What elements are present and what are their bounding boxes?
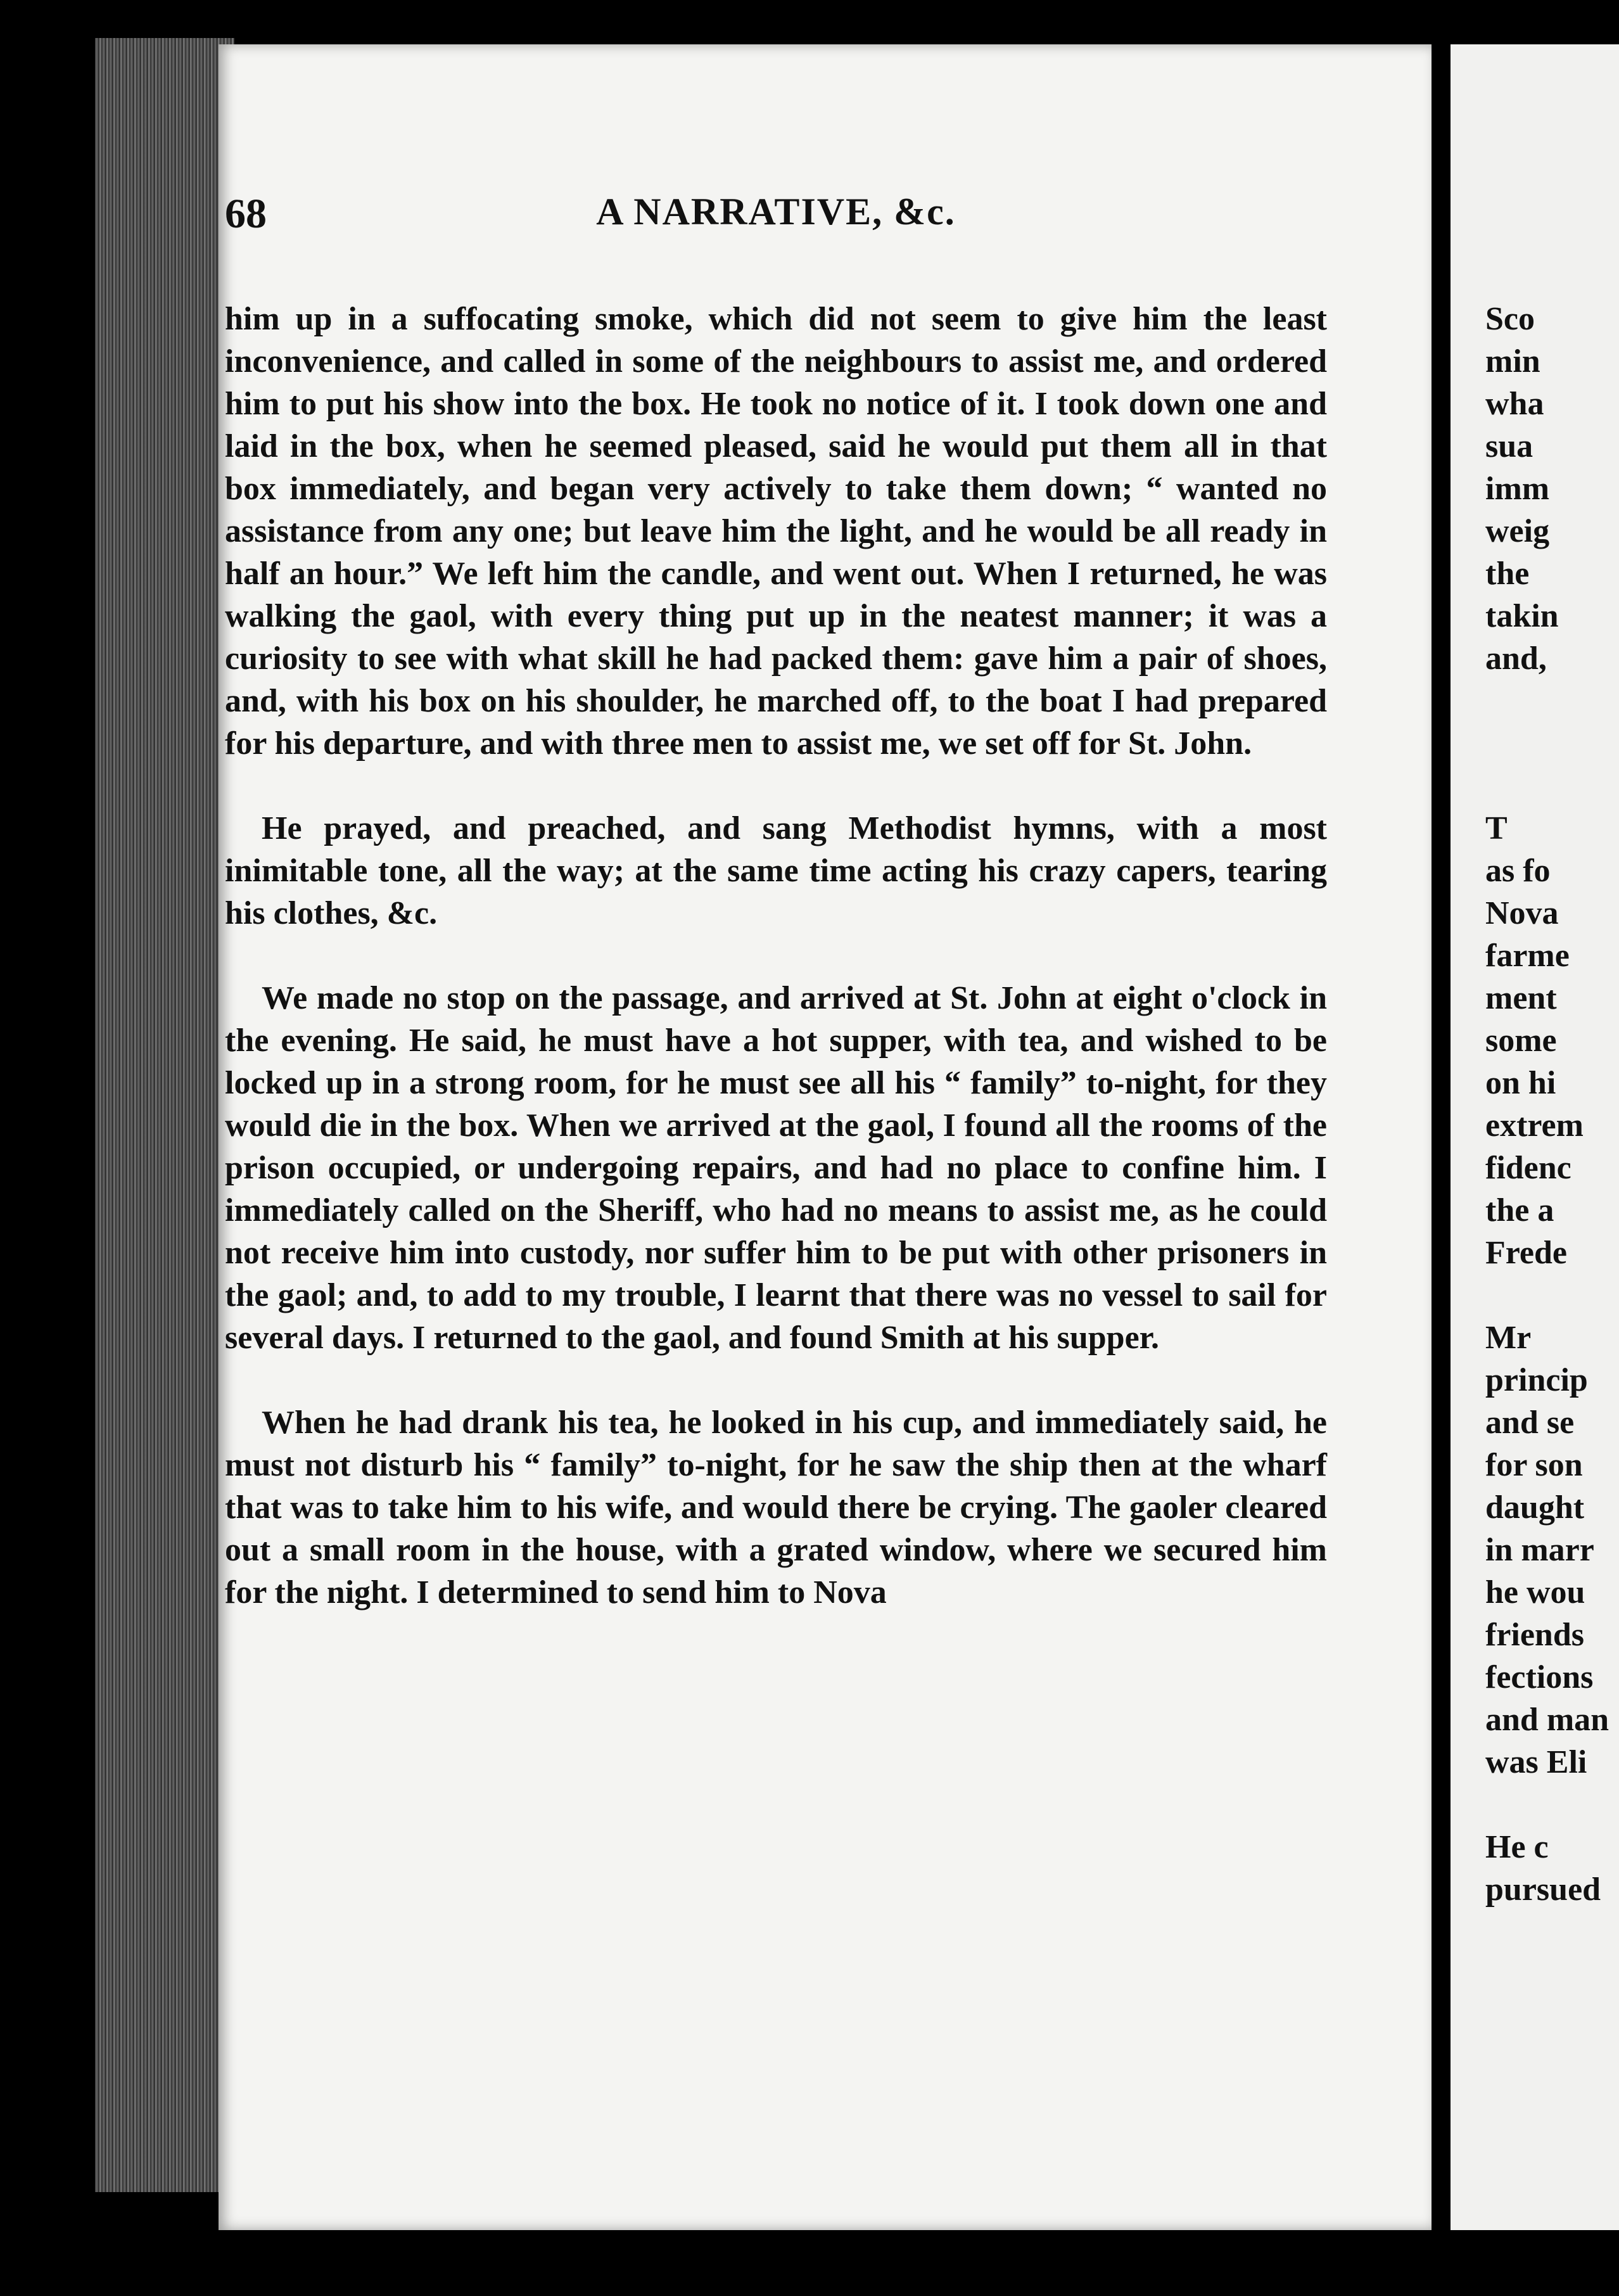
facing-page-line: min <box>1485 343 1540 379</box>
body-text <box>225 298 1327 1656</box>
facing-page-line: imm <box>1485 471 1550 507</box>
facing-page-line: some <box>1485 1023 1557 1059</box>
facing-page-line <box>1485 1783 1619 1826</box>
facing-page-line: Frede <box>1485 1235 1567 1271</box>
facing-page-line: and man <box>1485 1702 1609 1738</box>
facing-page-line: as fo <box>1485 853 1551 889</box>
facing-page-line: Mr <box>1485 1320 1532 1356</box>
facing-page-line: and se <box>1485 1405 1575 1441</box>
facing-page-line: He c <box>1485 1829 1549 1865</box>
facing-page-line: friends <box>1485 1617 1584 1653</box>
page-number: 68 <box>225 191 267 237</box>
facing-page-line: princip <box>1485 1362 1588 1398</box>
book-page-edges <box>95 38 234 2192</box>
facing-page-line: sua <box>1485 428 1533 464</box>
paragraph: He prayed, and preached, and sang Methodist hymns, with a most inimitable tone, all the way; at the same time acting his crazy capers, tearing his clothes, &c. <box>225 810 1327 931</box>
running-title: A NARRATIVE, &c. <box>596 191 956 233</box>
paragraph: him up in a suffocating smoke, which did not seem to give him the least inconvenience, and called in some of the neighbours to assist me, and ordered him to put his show into the box. He took no notice of it. I took down one and laid in the box, when he seemed pleased, said he would put them all in that box immediately, and began very actively to take them down; “ wanted no assistance from any one; but leave him the light, and he would be all ready in half an hour.” We left him the candle, and went out. When I returned, he was walking the gaol, with every thing put up in the neatest manner; it was a curiosity to see with what skill he had packed them: gave him a pair of shoes, and, with his box on his shoulder, he marched off, to the boat I had prepared for his departure, and with three men to assist me, we set off for St. John. <box>225 301 1327 762</box>
facing-page-line <box>1485 722 1619 765</box>
facing-page-line: and, <box>1485 641 1547 677</box>
facing-page-line <box>1485 765 1619 807</box>
facing-page-line: weig <box>1485 513 1550 549</box>
facing-page-line: fections <box>1485 1659 1594 1695</box>
facing-page-line: takin <box>1485 598 1559 634</box>
facing-page-line: daught <box>1485 1489 1585 1526</box>
facing-page-line: for son <box>1485 1447 1583 1483</box>
facing-page-line: was Eli <box>1485 1744 1587 1780</box>
facing-page-line: the <box>1485 556 1530 592</box>
facing-page-line: on hi <box>1485 1065 1556 1101</box>
page-header <box>225 190 1327 253</box>
paragraph: We made no stop on the passage, and arrived at St. John at eight o'clock in the evening. He said, he must have a hot supper, with tea, and wished to be locked up in a strong room, for he must see all his “ family” to-night, for they would die in the box. When we arrived at the gaol, I found all the rooms of the prison occupied, or undergoing repairs, and had no place to confine him. I immediately called on the Sheriff, who had no means to assist me, as he could not receive him into custody, nor suffer him to be put with other prisoners in the gaol; and, to add to my trouble, I learnt that there was no vessel to sail for several days. I returned to the gaol, and found Smith at his supper. <box>225 980 1327 1356</box>
facing-page-line <box>1485 680 1619 722</box>
facing-page-line <box>1485 1274 1619 1317</box>
facing-page-line: in marr <box>1485 1532 1594 1568</box>
facing-page-line: fidenc <box>1485 1150 1571 1186</box>
facing-page-line: extrem <box>1485 1107 1584 1144</box>
facing-page-line: farme <box>1485 938 1570 974</box>
facing-page-line: he wou <box>1485 1574 1585 1610</box>
paragraph: When he had drank his tea, he looked in his cup, and immediately said, he must not disturb his “ family” to-night, for he saw the ship then at the wharf that was to take him to his wife, and would there be crying. The gaoler cleared out a small room in the house, with a grated window, where we secured him for the night. I determined to send him to Nova <box>225 1405 1327 1610</box>
facing-page-line: the a <box>1485 1192 1554 1228</box>
facing-page-line: T <box>1485 810 1508 846</box>
facing-page-line: pursued <box>1485 1872 1601 1908</box>
facing-page-line: Nova <box>1485 895 1559 931</box>
facing-page-text <box>1485 298 1619 1911</box>
facing-page-line: ment <box>1485 980 1557 1016</box>
facing-page-line: wha <box>1485 386 1544 422</box>
facing-page-line: Sco <box>1485 301 1535 337</box>
